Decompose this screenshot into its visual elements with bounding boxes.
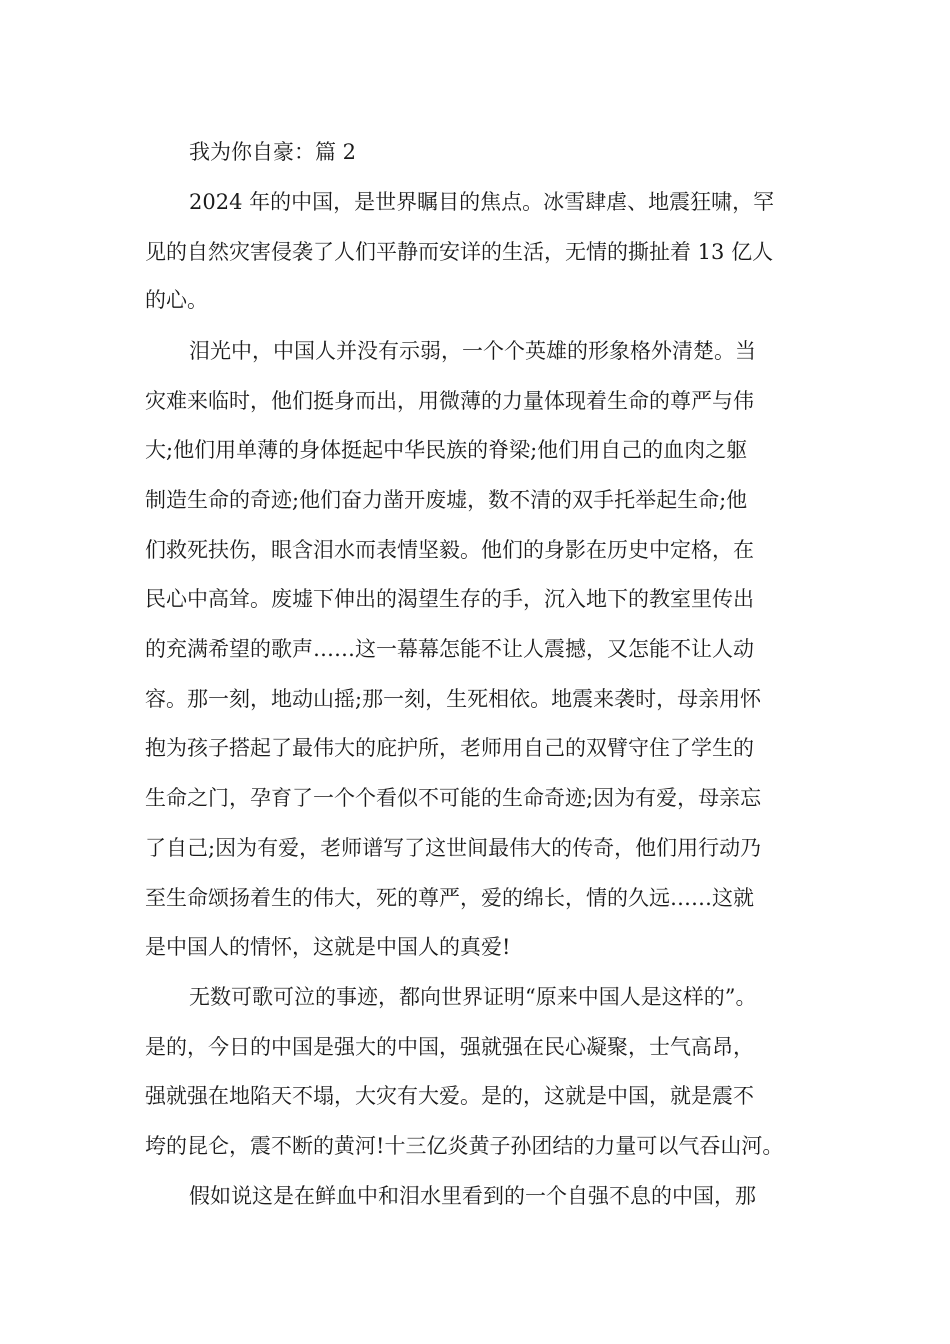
paragraph-line: 见的自然灾害侵袭了人们平静而安详的生活，无情的撕扯着 13 亿人 xyxy=(145,240,774,264)
paragraph-line: 强就强在地陷天不塌，大灾有大爱。是的，这就是中国，就是震不 xyxy=(145,1084,754,1108)
paragraph-line: 容。那一刻，地动山摇;那一刻，生死相依。地震来袭时，母亲用怀 xyxy=(145,687,762,711)
paragraph-line: 至生命颂扬着生的伟大，死的尊严，爱的绵长，情的久远……这就 xyxy=(145,886,754,910)
paragraph-line: 假如说这是在鲜血中和泪水里看到的一个自强不息的中国，那 xyxy=(189,1184,756,1208)
paragraph-line: 大;他们用单薄的身体挺起中华民族的脊梁;他们用自己的血肉之躯 xyxy=(145,438,748,462)
paragraph-line: 民心中高耸。废墟下伸出的渴望生存的手，沉入地下的教室里传出 xyxy=(145,587,754,611)
paragraph-line: 的心。 xyxy=(145,288,208,312)
paragraph-line: 生命之门，孕育了一个个看似不可能的生命奇迹;因为有爱，母亲忘 xyxy=(145,786,762,810)
paragraph-line: 是中国人的情怀，这就是中国人的真爱! xyxy=(145,935,511,959)
paragraph-line: 是的，今日的中国是强大的中国，强就强在民心凝聚，士气高昂， xyxy=(145,1035,754,1059)
paragraph-line: 泪光中，中国人并没有示弱，一个个英雄的形象格外清楚。当 xyxy=(189,339,756,363)
section-heading: 我为你自豪：篇 2 xyxy=(189,140,357,164)
paragraph-line: 无数可歌可泣的事迹，都向世界证明“原来中国人是这样的”。 xyxy=(189,985,757,1009)
paragraph-line: 了自己;因为有爱，老师谱写了这世间最伟大的传奇，他们用行动乃 xyxy=(145,836,762,860)
paragraph-line: 灾难来临时，他们挺身而出，用微薄的力量体现着生命的尊严与伟 xyxy=(145,389,754,413)
paragraph-line: 制造生命的奇迹;他们奋力凿开废墟，数不清的双手托举起生命;他 xyxy=(145,488,748,512)
paragraph-line: 的充满希望的歌声……这一幕幕怎能不让人震撼，又怎能不让人动 xyxy=(145,637,754,661)
paragraph-line: 们救死扶伤，眼含泪水而表情坚毅。他们的身影在历史中定格，在 xyxy=(145,538,754,562)
paragraph-line: 2024 年的中国，是世界瞩目的焦点。冰雪肆虐、地震狂啸，罕 xyxy=(189,190,775,214)
paragraph-line: 垮的昆仑，震不断的黄河!十三亿炎黄子孙团结的力量可以气吞山河。 xyxy=(145,1134,784,1158)
paragraph-line: 抱为孩子搭起了最伟大的庇护所，老师用自己的双臂守住了学生的 xyxy=(145,736,754,760)
